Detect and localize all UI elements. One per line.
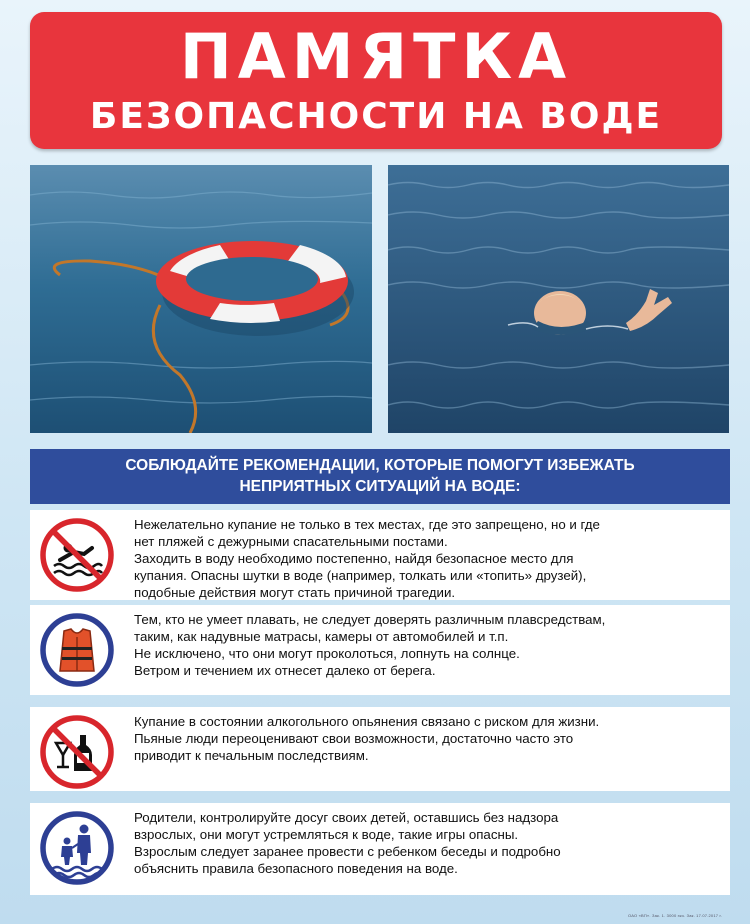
recommendations-banner	[30, 449, 730, 504]
rule-row	[30, 803, 730, 895]
rule-line: Взрослым следует заранее провести с ребенком беседы и подробно	[134, 844, 561, 859]
rule-line: Пьяные люди переоценивают свои возможности, достаточно часто это	[134, 731, 574, 746]
rule-line: Заходить в воду необходимо постепенно, найдя безопасное место для	[134, 551, 574, 566]
rule-line: Нежелательно купание не только в тех местах, где это запрещено, но и где	[134, 517, 600, 532]
rule-row	[30, 707, 730, 791]
rule-line: подобные действия могут стать причиной трагедии.	[134, 585, 456, 600]
no-swimming-icon	[40, 518, 114, 592]
recommendations-line-1: СОБЛЮДАЙТЕ РЕКОМЕНДАЦИИ, КОТОРЫЕ ПОМОГУТ ИЗБЕЖАТЬ	[125, 457, 635, 474]
poster-title: ПАМЯТКА	[179, 20, 573, 93]
rule-line: взрослых, они могут устремляться к воде, такие игры опасны.	[134, 827, 519, 842]
rule-line: объяснить правила безопасного поведения на воде.	[134, 861, 458, 876]
rule-line: Ветром и течением их отнесет далеко от берега.	[134, 663, 436, 678]
rule-line: купания. Опасны шутки в воде (например, толкать или «топить» друзей),	[134, 568, 587, 583]
lifebuoy-photo	[30, 165, 372, 433]
life-vest-icon	[40, 613, 114, 687]
recommendations-line-2: НЕПРИЯТНЫХ СИТУАЦИЙ НА ВОДЕ:	[239, 478, 521, 495]
rule-text	[134, 809, 724, 877]
rule-line: Родители, контролируйте досуг своих детей, оставшись без надзора	[134, 810, 559, 825]
rule-line: Купание в состоянии алкогольного опьянения связано с риском для жизни.	[134, 714, 600, 729]
poster-subtitle: БЕЗОПАСНОСТИ НА ВОДЕ	[89, 96, 663, 137]
print-footnote: ОАО «ВП». Зак. 1. 3000 экз. Зак. 17.07.2017 г.	[627, 913, 722, 918]
rule-text	[134, 713, 724, 764]
rule-text	[134, 611, 724, 679]
no-alcohol-icon	[40, 715, 114, 789]
rule-line: приводит к печальным последствиям.	[134, 748, 369, 763]
rule-line: таким, как надувные матрасы, камеры от автомобилей и т.п.	[134, 629, 509, 644]
drowning-child-photo	[388, 165, 729, 433]
rule-line: Не исключено, что они могут проколоться, лопнуть на солнце.	[134, 646, 520, 661]
rule-text	[134, 516, 724, 601]
rule-line: Тем, кто не умеет плавать, не следует доверять различным плавсредствам,	[134, 612, 606, 627]
rule-line: нет пляжей с дежурными спасательными постами.	[134, 534, 448, 549]
parent-child-icon	[40, 811, 114, 885]
title-banner	[30, 12, 722, 149]
rule-row	[30, 510, 730, 600]
rule-row	[30, 605, 730, 695]
